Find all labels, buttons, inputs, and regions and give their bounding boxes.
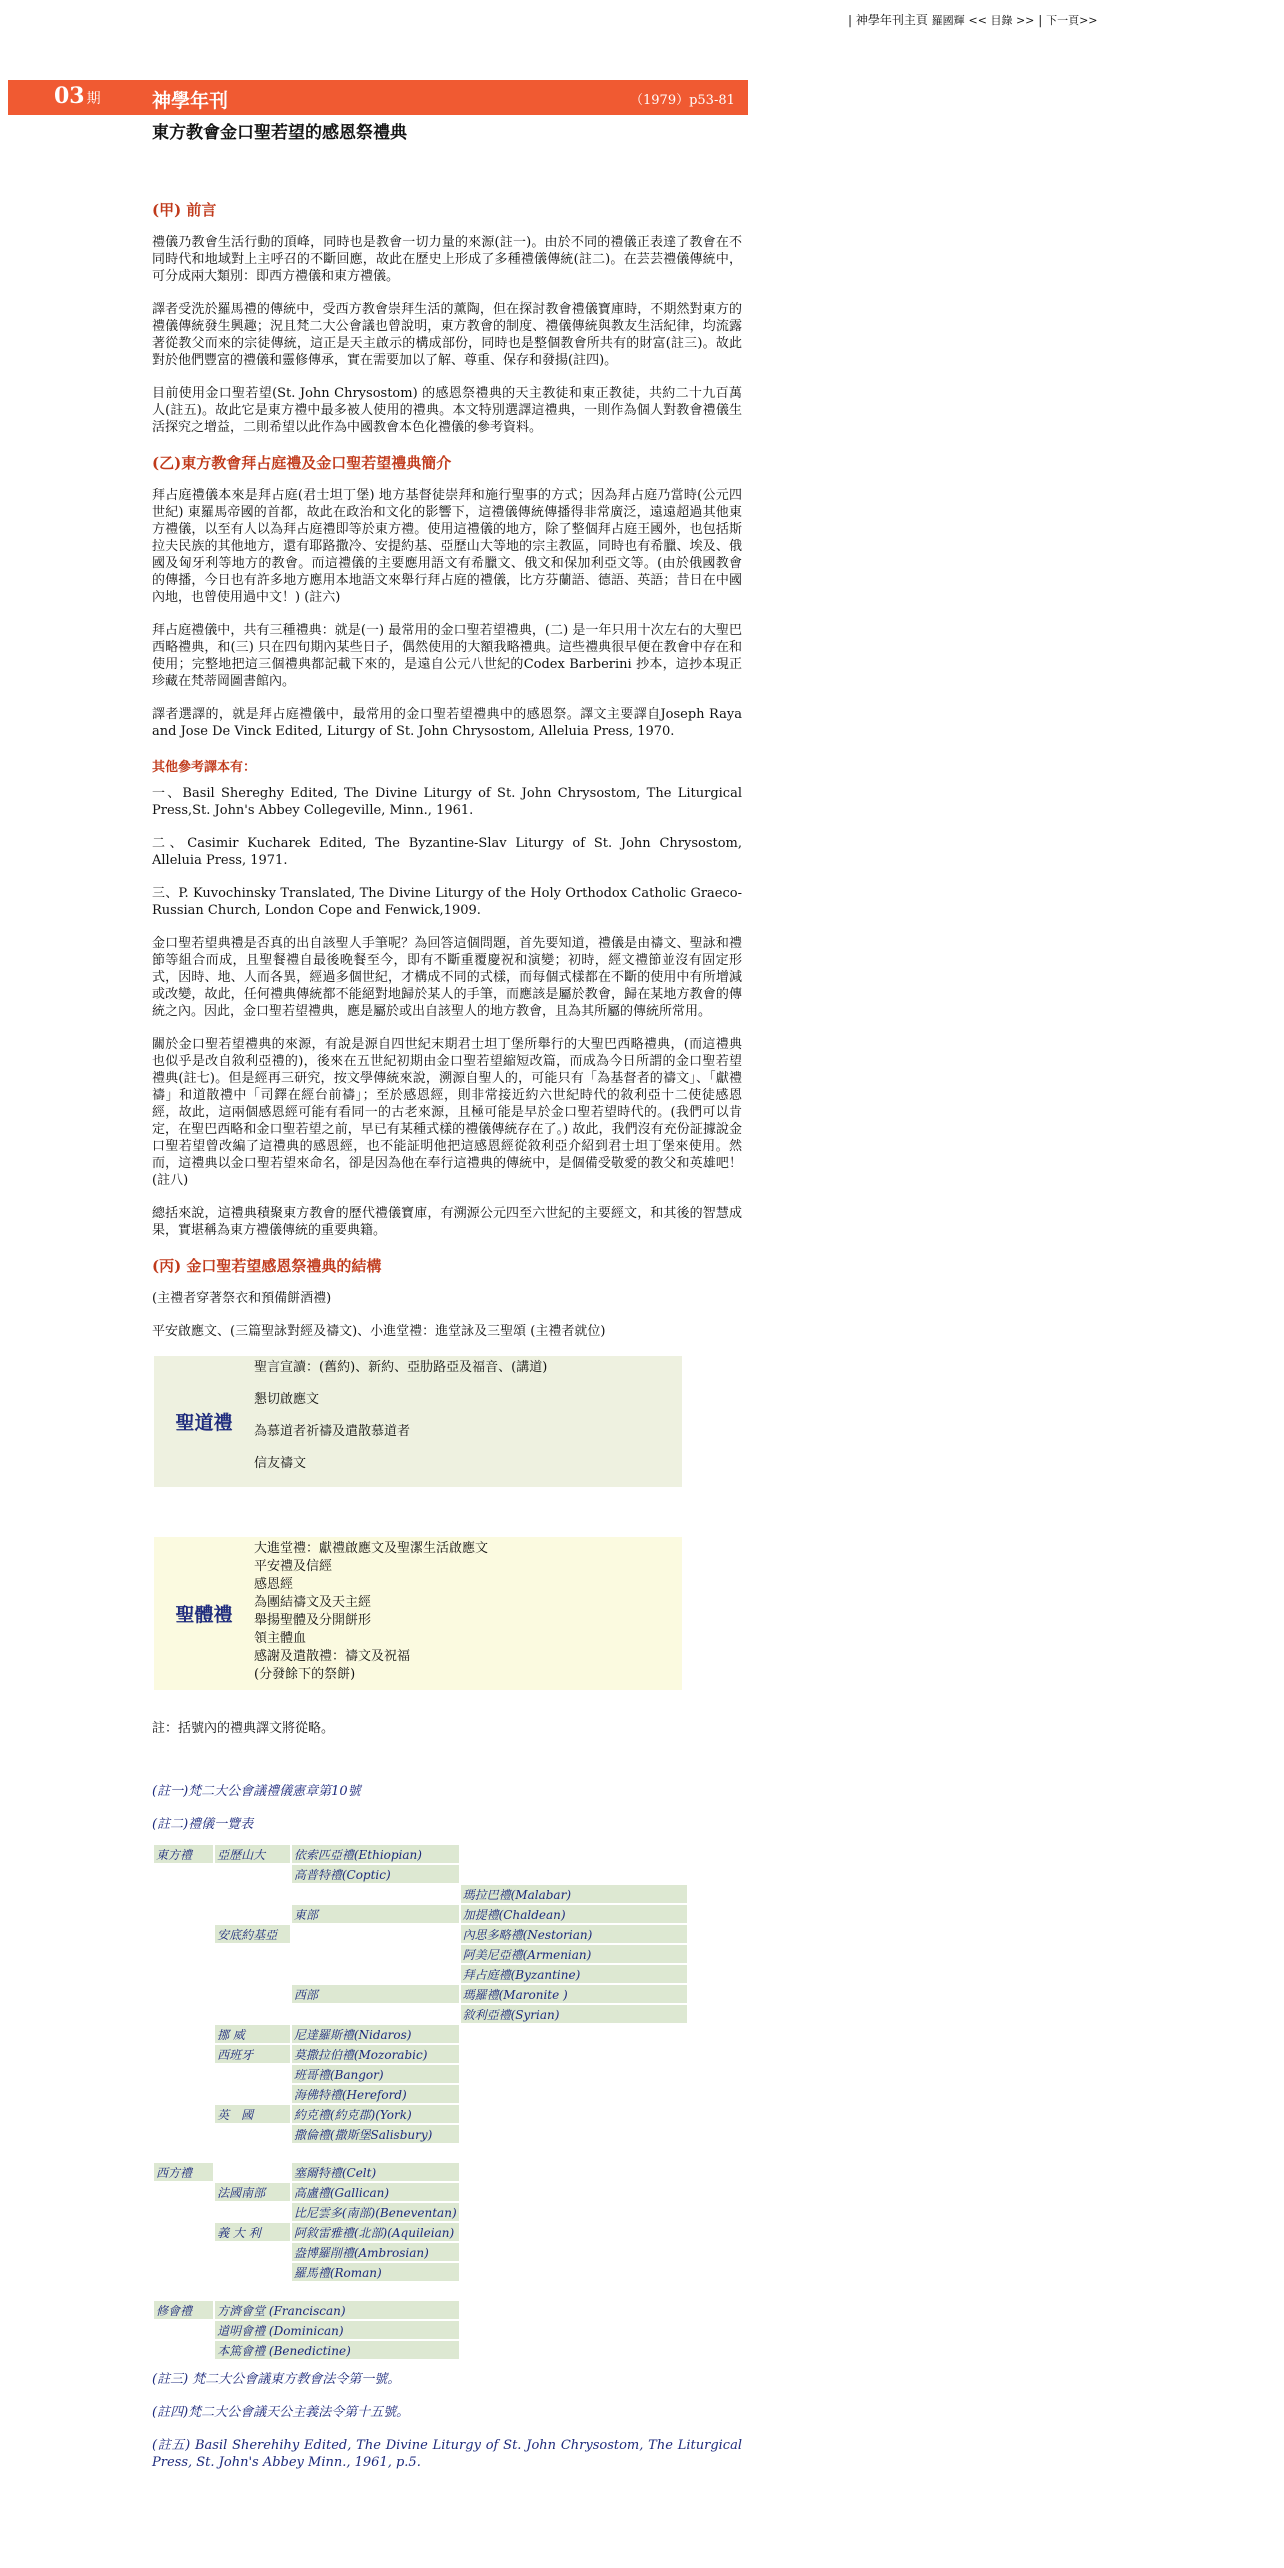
table-cell: 高普特禮(Coptic) — [291, 1864, 460, 1884]
table-cell: 拜占庭禮(Byzantine) — [460, 1964, 688, 1984]
table-cell: 尼達羅斯禮(Nidaros) — [291, 2024, 460, 2044]
table-cell — [460, 2340, 688, 2360]
table-cell — [153, 2182, 214, 2202]
table-row — [153, 2104, 688, 2124]
paragraph: 目前使用金口聖若望(St. John Chrysostom) 的感恩祭禮典的天主教徒和東正教徒，共約二十九百萬人(註五)。故此它是東方禮中最多被人使用的禮典。本文特別選譯這禮典，一則作為個人對教會禮儀生活探究之增益，二則希望以此作為中國教會本色化禮儀的參考資料。 — [152, 386, 742, 435]
table-row — [153, 2340, 688, 2360]
table-row — [153, 1884, 688, 1904]
paragraph: 禮儀乃教會生活行動的頂峰，同時也是教會一切力量的來源(註一)。由於不同的禮儀正表達了教會在不同時代和地域對上主呼召的不斷回應，故此在歷史上形成了多種禮儀傳統(註二)。在芸芸禮儀傳統中，可分成兩大類別：即西方禮儀和東方禮儀。 — [152, 235, 742, 284]
table-cell: 依索匹亞禮(Ethiopian) — [291, 1844, 460, 1864]
rites-table — [152, 1843, 689, 2361]
paragraph: (主禮者穿著祭衣和預備餅酒禮) — [152, 1291, 332, 1306]
section-c-heading: (丙) 金口聖若望感恩祭禮典的結構 — [152, 1257, 382, 1275]
table-row — [153, 1924, 688, 1944]
table-cell — [291, 1964, 460, 1984]
table-cell — [214, 1964, 291, 1984]
note-5: (註五) Basil Sherehihy Edited, The Divine Liturgy of St. John Chrysostom, The Liturgical Press, St. John's Abbey Minn., 1961, p.5. — [152, 2438, 742, 2470]
table-cell: 瑪拉巴禮(Malabar) — [460, 1884, 688, 1904]
paragraph: 金口聖若望典禮是否真的出自該聖人手筆呢？為回答這個問題，首先要知道，禮儀是由禱文、聖詠和禮節等組合而成，且聖餐禮自最後晚餐至今，即有不斷重覆慶祝和演變；初時，經文禮節並沒有固定形式，因時、地、人而各異，經過多個世紀，才構成不同的式樣，而每個式樣都在不斷的使用中有所增減或改變，故此，任何禮典傳統都不能絕對地歸於某人的手筆，而應該是屬於教會，歸在某地方教會的傳統之內。因此，金口聖若望禮典，應是屬於或出自該聖人的地方教會，且為其所屬的傳統所常用。 — [152, 936, 742, 1019]
table-cell: 海佛特禮(Hereford) — [291, 2084, 460, 2104]
list-item: 大進堂禮：獻禮啟應文及聖潔生活啟應文 — [254, 1541, 489, 1556]
liturgy-of-word-items — [254, 1356, 547, 1487]
paragraph: 拜占庭禮儀中，共有三種禮典：就是(一) 最常用的金口聖若望禮典，(二) 是一年只用十次左右的大聖巴西略禮典，和(三) 只在四旬期內某些日子，偶然使用的大額我略禮典。這些禮典很早便在教會中存在和使用；完整地把這三個禮典都記載下來的，是遠自公元八世紀的Codex Barberini 抄本，這抄本現正珍藏在梵蒂岡圖書館內。 — [152, 623, 742, 689]
eucharist-items — [254, 1537, 488, 1690]
table-cell — [460, 2044, 688, 2064]
table-cell — [153, 1884, 214, 1904]
table-cell: 塞爾特禮(Celt) — [291, 2162, 460, 2182]
table-cell — [153, 2024, 214, 2044]
table-row — [153, 2300, 688, 2320]
table-cell: 比尼雲多(南部)(Beneventan) — [291, 2202, 460, 2222]
table-cell — [214, 2162, 291, 2182]
top-navigation — [848, 11, 1098, 28]
table-cell: 莫撒拉伯禮(Mozorabic) — [291, 2044, 460, 2064]
eucharist-block — [154, 1537, 682, 1690]
table-cell: 撒倫禮(撒斯堡Salisbury) — [291, 2124, 460, 2144]
reference-item: 一、Basil Shereghy Edited, The Divine Liturgy of St. John Chrysostom, The Liturgical Press,St. John's Abbey Collegeville, Minn., 1961. — [152, 786, 742, 818]
table-cell — [460, 2300, 688, 2320]
table-cell — [153, 1964, 214, 1984]
table-cell: 阿敘雷雅禮(北部)(Aquileian) — [291, 2222, 460, 2242]
table-cell — [460, 2084, 688, 2104]
paragraph: 拜占庭禮儀本來是拜占庭(君士坦丁堡) 地方基督徒崇拜和施行聖事的方式；因為拜占庭乃當時(公元四世紀) 東羅馬帝國的首都，故此在政治和文化的影響下，這禮儀傳統傳播得非常廣泛，遠遠超過其他東方禮儀，以至有人以為拜占庭禮即等於東方禮。使用這禮儀的地方，除了整個拜占庭王國外，也包括斯拉夫民族的其他地方，還有耶路撒冷、安提約基、亞歷山大等地的宗主教區，同時也有希臘、埃及、俄國及匈牙利等地方的教會。而這禮儀的主要應用語文有希臘文、俄文和保加利亞文等。(由於俄國教會的傳播，今日也有許多地方應用本地語文來舉行拜占庭的禮儀，比方芬蘭語、德語、英語；昔日在中國內地，也曾使用過中文！) (註六) — [152, 488, 742, 605]
table-cell — [214, 1904, 291, 1924]
table-row — [153, 1844, 688, 1864]
table-cell — [153, 2242, 214, 2262]
table-cell — [153, 2064, 214, 2084]
table-cell — [460, 2182, 688, 2202]
article-title: 東方教會金口聖若望的感恩祭禮典 — [152, 123, 407, 143]
table-cell — [214, 2064, 291, 2084]
table-cell — [460, 1844, 688, 1864]
table-cell — [460, 2320, 688, 2340]
table-row — [153, 1964, 688, 1984]
table-cell — [153, 2202, 214, 2222]
page-reference: （1979）p53-81 — [630, 93, 735, 108]
table-cell — [460, 2064, 688, 2084]
list-item: 舉揚聖體及分開餅形 — [254, 1613, 372, 1628]
table-cell — [153, 2104, 214, 2124]
article-body — [152, 118, 742, 2487]
reference-item: 三、P. Kuvochinsky Translated, The Divine Liturgy of the Holy Orthodox Catholic Graeco-Russian Church, London Cope and Fenwick,1909. — [152, 886, 742, 918]
note-1: (註一)梵二大公會議禮儀憲章第10號 — [152, 1784, 361, 1799]
table-cell: 道明會禮 (Dominican) — [214, 2320, 460, 2340]
table-row — [153, 1904, 688, 1924]
table-cell — [153, 2222, 214, 2242]
table-cell: 亞歷山大 — [214, 1844, 291, 1864]
table-cell — [153, 1864, 214, 1884]
table-row — [153, 1864, 688, 1884]
table-cell — [153, 2004, 214, 2024]
table-row — [153, 2202, 688, 2222]
table-cell — [291, 1944, 460, 1964]
table-row — [153, 2222, 688, 2242]
paragraph: 平安啟應文、(三篇聖詠對經及禱文)、小進堂禮：進堂詠及三聖頌 (主禮者就位) — [152, 1324, 606, 1339]
table-cell — [460, 2222, 688, 2242]
table-cell — [214, 2262, 291, 2282]
table-row — [153, 2262, 688, 2282]
table-cell: 盎博羅削禮(Ambrosian) — [291, 2242, 460, 2262]
liturgy-of-word-label: 聖道禮 — [175, 1412, 233, 1434]
table-cell: 阿美尼亞禮(Armenian) — [460, 1944, 688, 1964]
section-b-heading: (乙)東方教會拜占庭禮及金口聖若望禮典簡介 — [152, 454, 452, 472]
liturgy-of-word-block — [154, 1356, 682, 1487]
table-cell — [214, 2202, 291, 2222]
table-cell — [153, 2124, 214, 2144]
table-cell: 瑪羅禮(Maronite ) — [460, 1984, 688, 2004]
table-row — [153, 2024, 688, 2044]
paragraph: 總括來說，這禮典積聚東方教會的歷代禮儀寶庫，有溯源公元四至六世紀的主要經文，和其後的智慧成果，實堪稱為東方禮儀傳統的重要典籍。 — [152, 1206, 742, 1238]
table-cell: 高盧禮(Gallican) — [291, 2182, 460, 2202]
list-item: (分發餘下的祭餅) — [254, 1667, 356, 1682]
list-item: 懇切啟應文 — [254, 1392, 320, 1407]
table-cell: 法國南部 — [214, 2182, 291, 2202]
table-cell — [214, 2124, 291, 2144]
table-cell: 東部 — [291, 1904, 460, 1924]
journal-home-link[interactable]: | 神學年刊主頁 — [848, 13, 928, 27]
table-cell: 挪 威 — [214, 2024, 291, 2044]
table-cell: 約克禮(約克郡)(York) — [291, 2104, 460, 2124]
table-cell — [214, 1884, 291, 1904]
table-cell: 方濟會堂 (Franciscan) — [214, 2300, 460, 2320]
table-cell: 內思多略禮(Nestorian) — [460, 1924, 688, 1944]
table-cell — [153, 1944, 214, 1964]
table-cell: 本篤會禮 (Benedictine) — [214, 2340, 460, 2360]
references-heading: 其他參考譯本有： — [152, 760, 257, 775]
journal-name: 神學年刊 — [152, 90, 229, 112]
journal-banner — [8, 80, 748, 115]
table-row — [153, 2320, 688, 2340]
table-cell — [153, 2044, 214, 2064]
table-cell — [153, 2340, 214, 2360]
table-cell — [460, 2202, 688, 2222]
table-row — [153, 1984, 688, 2004]
table-cell — [153, 2262, 214, 2282]
table-cell — [460, 2262, 688, 2282]
table-row — [153, 2242, 688, 2262]
toc-link[interactable]: << 目錄 >> — [968, 14, 1035, 27]
note-4: (註四)梵二大公會議天公主義法令第十五號。 — [152, 2405, 410, 2420]
table-cell — [214, 2004, 291, 2024]
section-a-heading: (甲) 前言 — [152, 201, 217, 219]
table-cell — [214, 2084, 291, 2104]
table-cell: 西部 — [291, 1984, 460, 2004]
table-row — [153, 2004, 688, 2024]
table-row — [153, 2064, 688, 2084]
table-cell — [291, 1884, 460, 1904]
table-cell: 班哥禮(Bangor) — [291, 2064, 460, 2084]
table-row — [153, 2084, 688, 2104]
table-row — [153, 2182, 688, 2202]
table-cell — [214, 1944, 291, 1964]
table-cell: 修會禮 — [153, 2300, 214, 2320]
table-cell — [153, 1924, 214, 1944]
paragraph: 關於金口聖若望禮典的來源，有說是源自四世紀末期君士坦丁堡所舉行的大聖巴西略禮典，(而這禮典也似乎是改自敘利亞禮的)，後來在五世紀初期由金口聖若望縮短改篇，而成為今日所謂的金口聖若望禮典(註七)。但是經再三研究，按文學傳統來說，溯源自聖人的，可能只有「為基督者的禱文」、「獻禮禱」和道散禮中「司鐸在經台前禱」；至於感恩經，則非常接近約六世紀時代的敘利亞十二使徒感恩經，故此，這兩個感恩經可能有看同一的古老來源，且極可能是早於金口聖若望時代的。(我們可以肯定，在聖巴西略和金口聖若望之前，早已有某種式樣的禮儀傳統存在了。) 故此，我們沒有充份証據說金口聖若望曾改編了這禮典的感恩經，也不能証明他把這感恩經從敘利亞介紹到君士坦丁堡來使用。然而，這禮典以金口聖若望來命名，卻是因為他在奉行這禮典的傳統中，是個備受敬愛的教父和英雄吧！(註八) — [152, 1037, 742, 1188]
table-cell — [214, 1864, 291, 1884]
table-cell: 西班牙 — [214, 2044, 291, 2064]
structure-footnote: 註：括號內的禮典譯文將從略。 — [152, 1721, 335, 1736]
list-item: 平安禮及信經 — [254, 1559, 333, 1574]
table-row — [153, 1944, 688, 1964]
table-cell — [460, 2124, 688, 2144]
nav-separator: | — [1038, 13, 1043, 27]
list-item: 信友禱文 — [254, 1456, 307, 1471]
table-cell: 西方禮 — [153, 2162, 214, 2182]
list-item: 感謝及遣散禮：禱文及祝福 — [254, 1649, 411, 1664]
table-cell — [153, 1904, 214, 1924]
table-cell — [153, 1984, 214, 2004]
list-item: 聖言宣讀：(舊約)、新約、亞肋路亞及福音、(講道) — [254, 1360, 548, 1375]
table-cell: 安底約基亞 — [214, 1924, 291, 1944]
table-cell: 東方禮 — [153, 1844, 214, 1864]
author-link[interactable]: 羅國輝 — [931, 14, 965, 27]
table-cell: 加提禮(Chaldean) — [460, 1904, 688, 1924]
table-cell — [460, 2162, 688, 2182]
table-cell — [153, 2084, 214, 2104]
list-item: 為慕道者祈禱及遣散慕道者 — [254, 1424, 411, 1439]
list-item: 感恩經 — [254, 1577, 294, 1592]
table-row — [153, 2044, 688, 2064]
issue-number: 03 期 — [54, 83, 101, 109]
list-item: 領主體血 — [254, 1631, 307, 1646]
table-cell — [460, 2024, 688, 2044]
note-2: (註二)禮儀一覽表 — [152, 1817, 254, 1832]
eucharist-label: 聖體禮 — [175, 1604, 233, 1626]
table-cell — [214, 2242, 291, 2262]
table-row — [153, 2162, 688, 2182]
table-cell — [460, 2242, 688, 2262]
table-cell — [460, 1864, 688, 1884]
table-row — [153, 2124, 688, 2144]
table-cell: 敘利亞禮(Syrian) — [460, 2004, 688, 2024]
table-cell: 義 大 利 — [214, 2222, 291, 2242]
note-3: (註三) 梵二大公會議東方教會法令第一號。 — [152, 2372, 401, 2387]
table-cell: 英 國 — [214, 2104, 291, 2124]
table-cell — [291, 1924, 460, 1944]
paragraph: 譯者選譯的，就是拜占庭禮儀中，最常用的金口聖若望禮典中的感恩祭。譯文主要譯自Joseph Raya and Jose De Vinck Edited, Liturgy of St. John Chrysostom, Alleluia Press, 1970. — [152, 707, 742, 739]
reference-item: 二、Casimir Kucharek Edited, The Byzantine-Slav Liturgy of St. John Chrysostom, Alleluia Press, 1971. — [152, 836, 742, 868]
table-cell — [460, 2104, 688, 2124]
paragraph: 譯者受洗於羅馬禮的傳統中，受西方教會崇拜生活的薰陶，但在探討教會禮儀寶庫時，不期然對東方的禮儀傳統發生興趣；況且梵二大公會議也曾說明，東方教會的制度、禮儀傳統與教友生活紀律，均流露著從教父而來的宗徒傳統，這正是天主啟示的構成部份，同時也是整個教會所共有的財富(註三)。故此對於他們豐富的禮儀和靈修傳承，實在需要加以了解、尊重、保存和發揚(註四)。 — [152, 302, 742, 368]
list-item: 為團結禱文及天主經 — [254, 1595, 372, 1610]
table-cell: 羅馬禮(Roman) — [291, 2262, 460, 2282]
table-cell — [214, 1984, 291, 2004]
next-page-link[interactable]: 下一頁>> — [1046, 14, 1098, 27]
table-cell — [291, 2004, 460, 2024]
table-cell — [153, 2320, 214, 2340]
